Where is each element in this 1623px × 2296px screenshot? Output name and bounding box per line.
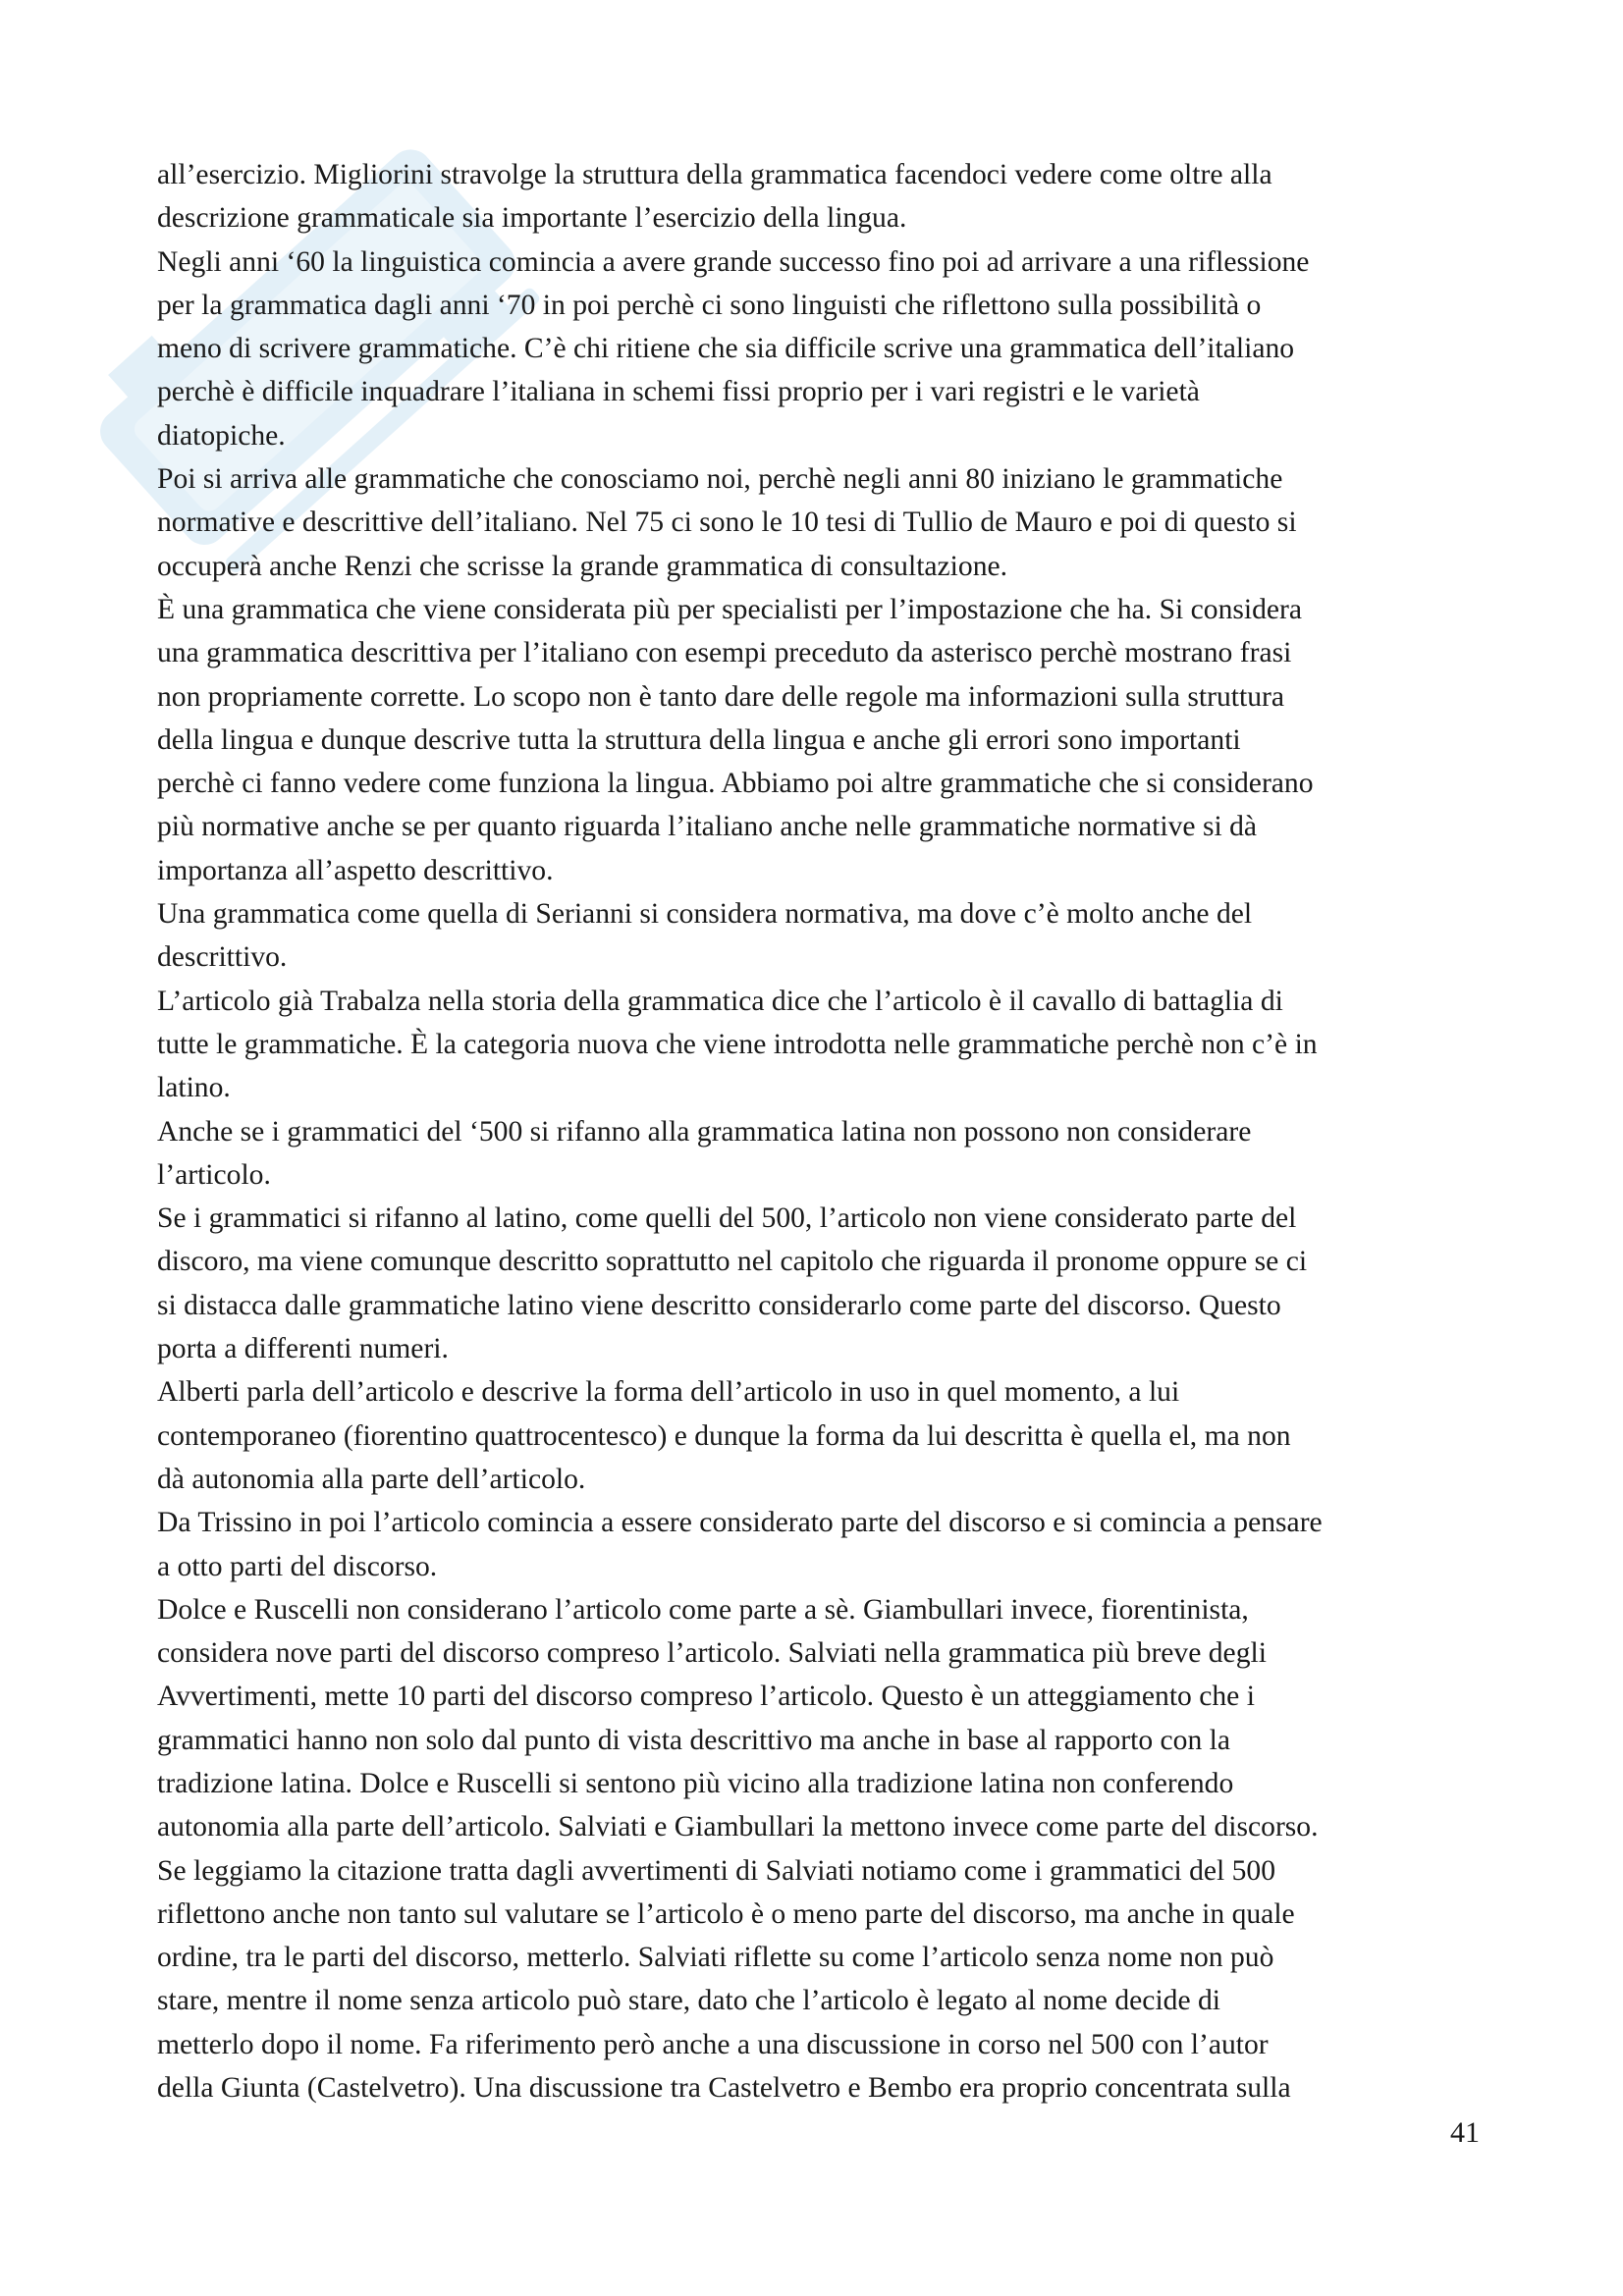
paragraph: Dolce e Ruscelli non considerano l’articolo come parte a sè. Giambullari invece, fiorentinista, considera nove parti del discorso compreso l’articolo. Salviati nella grammatica più breve degli Avvertimenti, mette 10 parti del discorso compreso l’articolo. Questo è un atteggiamento che i grammatici hanno non solo dal punto di vista descrittivo ma anche in base al rapporto con la tradizione latina. Dolce e Ruscelli si sentono più vicino alla tradizione latina non conferendo autonomia alla parte dell’articolo. Salviati e Giambullari la mettono invece come parte del discorso. [157, 1593, 1319, 1843]
paragraph: È una grammatica che viene considerata più per specialisti per l’impostazione che ha. Si considera una grammatica descrittiva per l’italiano con esempi preceduto da asterisco perchè mostrano frasi non propriamente corrette. Lo scopo non è tanto dare delle regole ma informazioni sulla struttura della lingua e dunque descrive tutta la struttura della lingua e anche gli errori sono importanti perchè ci fanno vedere come funziona la lingua. Abbiamo poi altre grammatiche che si considerano più normative anche se per quanto riguarda l’italiano anche nelle grammatiche normative si dà importanza all’aspetto descrittivo. [157, 593, 1314, 886]
paragraph: L’articolo già Trabalza nella storia della grammatica dice che l’articolo è il cavallo di battaglia di tutte le grammatiche. È la categoria nuova che viene introdotta nelle grammatiche perchè non c’è in latino. [157, 985, 1318, 1104]
paragraph: Negli anni ‘60 la linguistica comincia a avere grande successo fino poi ad arrivare a una riflessione per la grammatica dagli anni ‘70 in poi perchè ci sono linguisti che riflettono sulla possibilità o meno di scrivere grammatiche. C’è chi ritiene che sia difficile scrive una grammatica dell’italiano perchè è difficile inquadrare l’italiana in schemi fissi proprio per i vari registri e le varietà diatopiche. [157, 245, 1310, 452]
paragraph: Se leggiamo la citazione tratta dagli avvertimenti di Salviati notiamo come i grammatici del 500 riflettono anche non tanto sul valutare se l’articolo è o meno parte del discorso, ma anche in quale ordine, tra le parti del discorso, metterlo. Salviati riflette su come l’articolo senza nome non può stare, mentre il nome senza articolo può stare, dato che l’articolo è legato al nome decide di metterlo dopo il nome. Fa riferimento però anche a una discussione in corso nel 500 con l’autor della Giunta (Castelvetro). Una discussione tra Castelvetro e Bembo era proprio concentrata sulla [157, 1854, 1295, 2105]
paragraph: Una grammatica come quella di Serianni si considera normativa, ma dove c’è molto anche del descrittivo. [157, 898, 1253, 974]
paragraph: Da Trissino in poi l’articolo comincia a essere considerato parte del discorso e si comincia a pensare a otto parti del discorso. [157, 1507, 1323, 1582]
page-number: 41 [1450, 2116, 1480, 2149]
document-body [157, 153, 1488, 2109]
paragraph: all’esercizio. Migliorini stravolge la struttura della grammatica facendoci vedere come oltre alla descrizione grammaticale sia importante l’esercizio della lingua. [157, 159, 1272, 235]
paragraph: Se i grammatici si rifanno al latino, come quelli del 500, l’articolo non viene considerato parte del discoro, ma viene comunque descritto soprattutto nel capitolo che riguarda il pronome oppure se ci si distacca dalle grammatiche latino viene descritto considerarlo come parte del discorso. Questo porta a differenti numeri. [157, 1202, 1308, 1365]
paragraph: Poi si arriva alle grammatiche che conosciamo noi, perchè negli anni 80 iniziano le grammatiche normative e descrittive dell’italiano. Nel 75 ci sono le 10 tesi di Tullio de Mauro e poi di questo si occuperà anche Renzi che scrisse la grande grammatica di consultazione. [157, 463, 1297, 582]
paragraph: Alberti parla dell’articolo e descrive la forma dell’articolo in uso in quel momento, a lui contemporaneo (fiorentino quattrocentesco) e dunque la forma da lui descritta è quella el, ma non dà autonomia alla parte dell’articolo. [157, 1376, 1291, 1495]
paragraph: Anche se i grammatici del ‘500 si rifanno alla grammatica latina non possono non considerare l’articolo. [157, 1115, 1252, 1191]
